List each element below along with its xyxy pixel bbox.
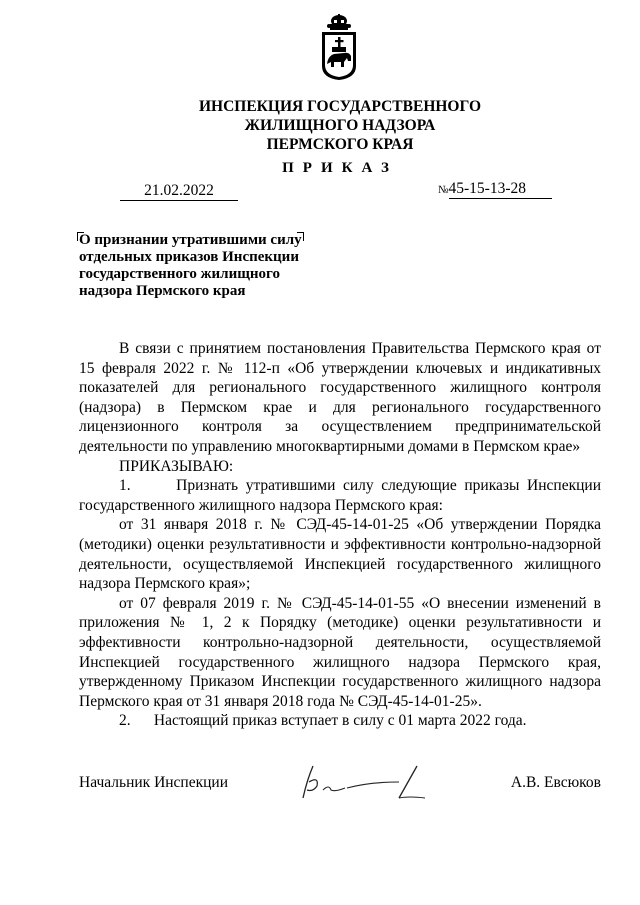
item-1-subitem-b: от 07 февраля 2019 г. № СЭД-45-14-01-55 «О внесении изменений в приложения № 1, 2 к Порядку (методике) оценки результативности и эффективности контрольно-надзорной деятельности, осуществляемой Инспекцией государственного жилищного надзора Пермского края, утвержденному Приказом Инспекции государственного жилищного надзора Пермского края от 31 января 2018 года № СЭД-45-14-01-25». (79, 594, 601, 710)
signatory-position: Начальник Инспекции (79, 774, 229, 791)
document-type-title: ПРИКАЗ (282, 160, 398, 176)
item-1-paragraph: 1. Признать утратившими силу следующие приказы Инспекции государственного жилищного надзора Пермского края: (79, 477, 601, 514)
signatory-name: А.В. Евсюков (510, 774, 601, 791)
order-date: 21.02.2022 (120, 182, 238, 201)
number-sign: № (438, 184, 449, 196)
order-body (79, 339, 601, 731)
order-number-value: 45-15-13-28 (449, 180, 553, 199)
organization-name-line-2: ЖИЛИЩНОГО НАДЗОРА (244, 117, 436, 134)
organization-name-line-1: ИНСПЕКЦИЯ ГОСУДАРСТВЕННОГО (198, 98, 482, 115)
signature-block (79, 768, 601, 808)
order-number (438, 180, 552, 199)
order-subject: О признании утратившими силу отдельных приказов Инспекции государственного жилищного надзора Пермского края (79, 232, 302, 299)
decree-heading: ПРИКАЗЫВАЮ: (119, 457, 234, 475)
organization-name (150, 97, 530, 154)
coat-of-arms-icon (316, 14, 362, 82)
organization-name-line-3: ПЕРМСКОГО КРАЯ (266, 136, 414, 153)
preamble-paragraph: В связи с принятием постановления Правительства Пермского края от 15 февраля 2022 г. № 112-п «Об утверждении ключевых и индикативных показателей для регионального государственного жилищного контроля (надзора) в Пермском крае и для регионального государственного лицензионного контроля за осуществлением предпринимательской деятельности по управлению многоквартирными домами в Пермском крае» (79, 340, 601, 455)
item-1-subitem-a: от 31 января 2018 г. № СЭД-45-14-01-25 «Об утверждении Порядка (методики) оценки результативности и эффективности контрольно-надзорной деятельности, осуществляемой Инспекцией государственного жилищного надзора Пермского края»; (79, 516, 601, 593)
item-2-paragraph: 2. Настоящий приказ вступает в силу с 01 марта 2022 года. (119, 712, 527, 730)
handwritten-signature (289, 758, 449, 804)
